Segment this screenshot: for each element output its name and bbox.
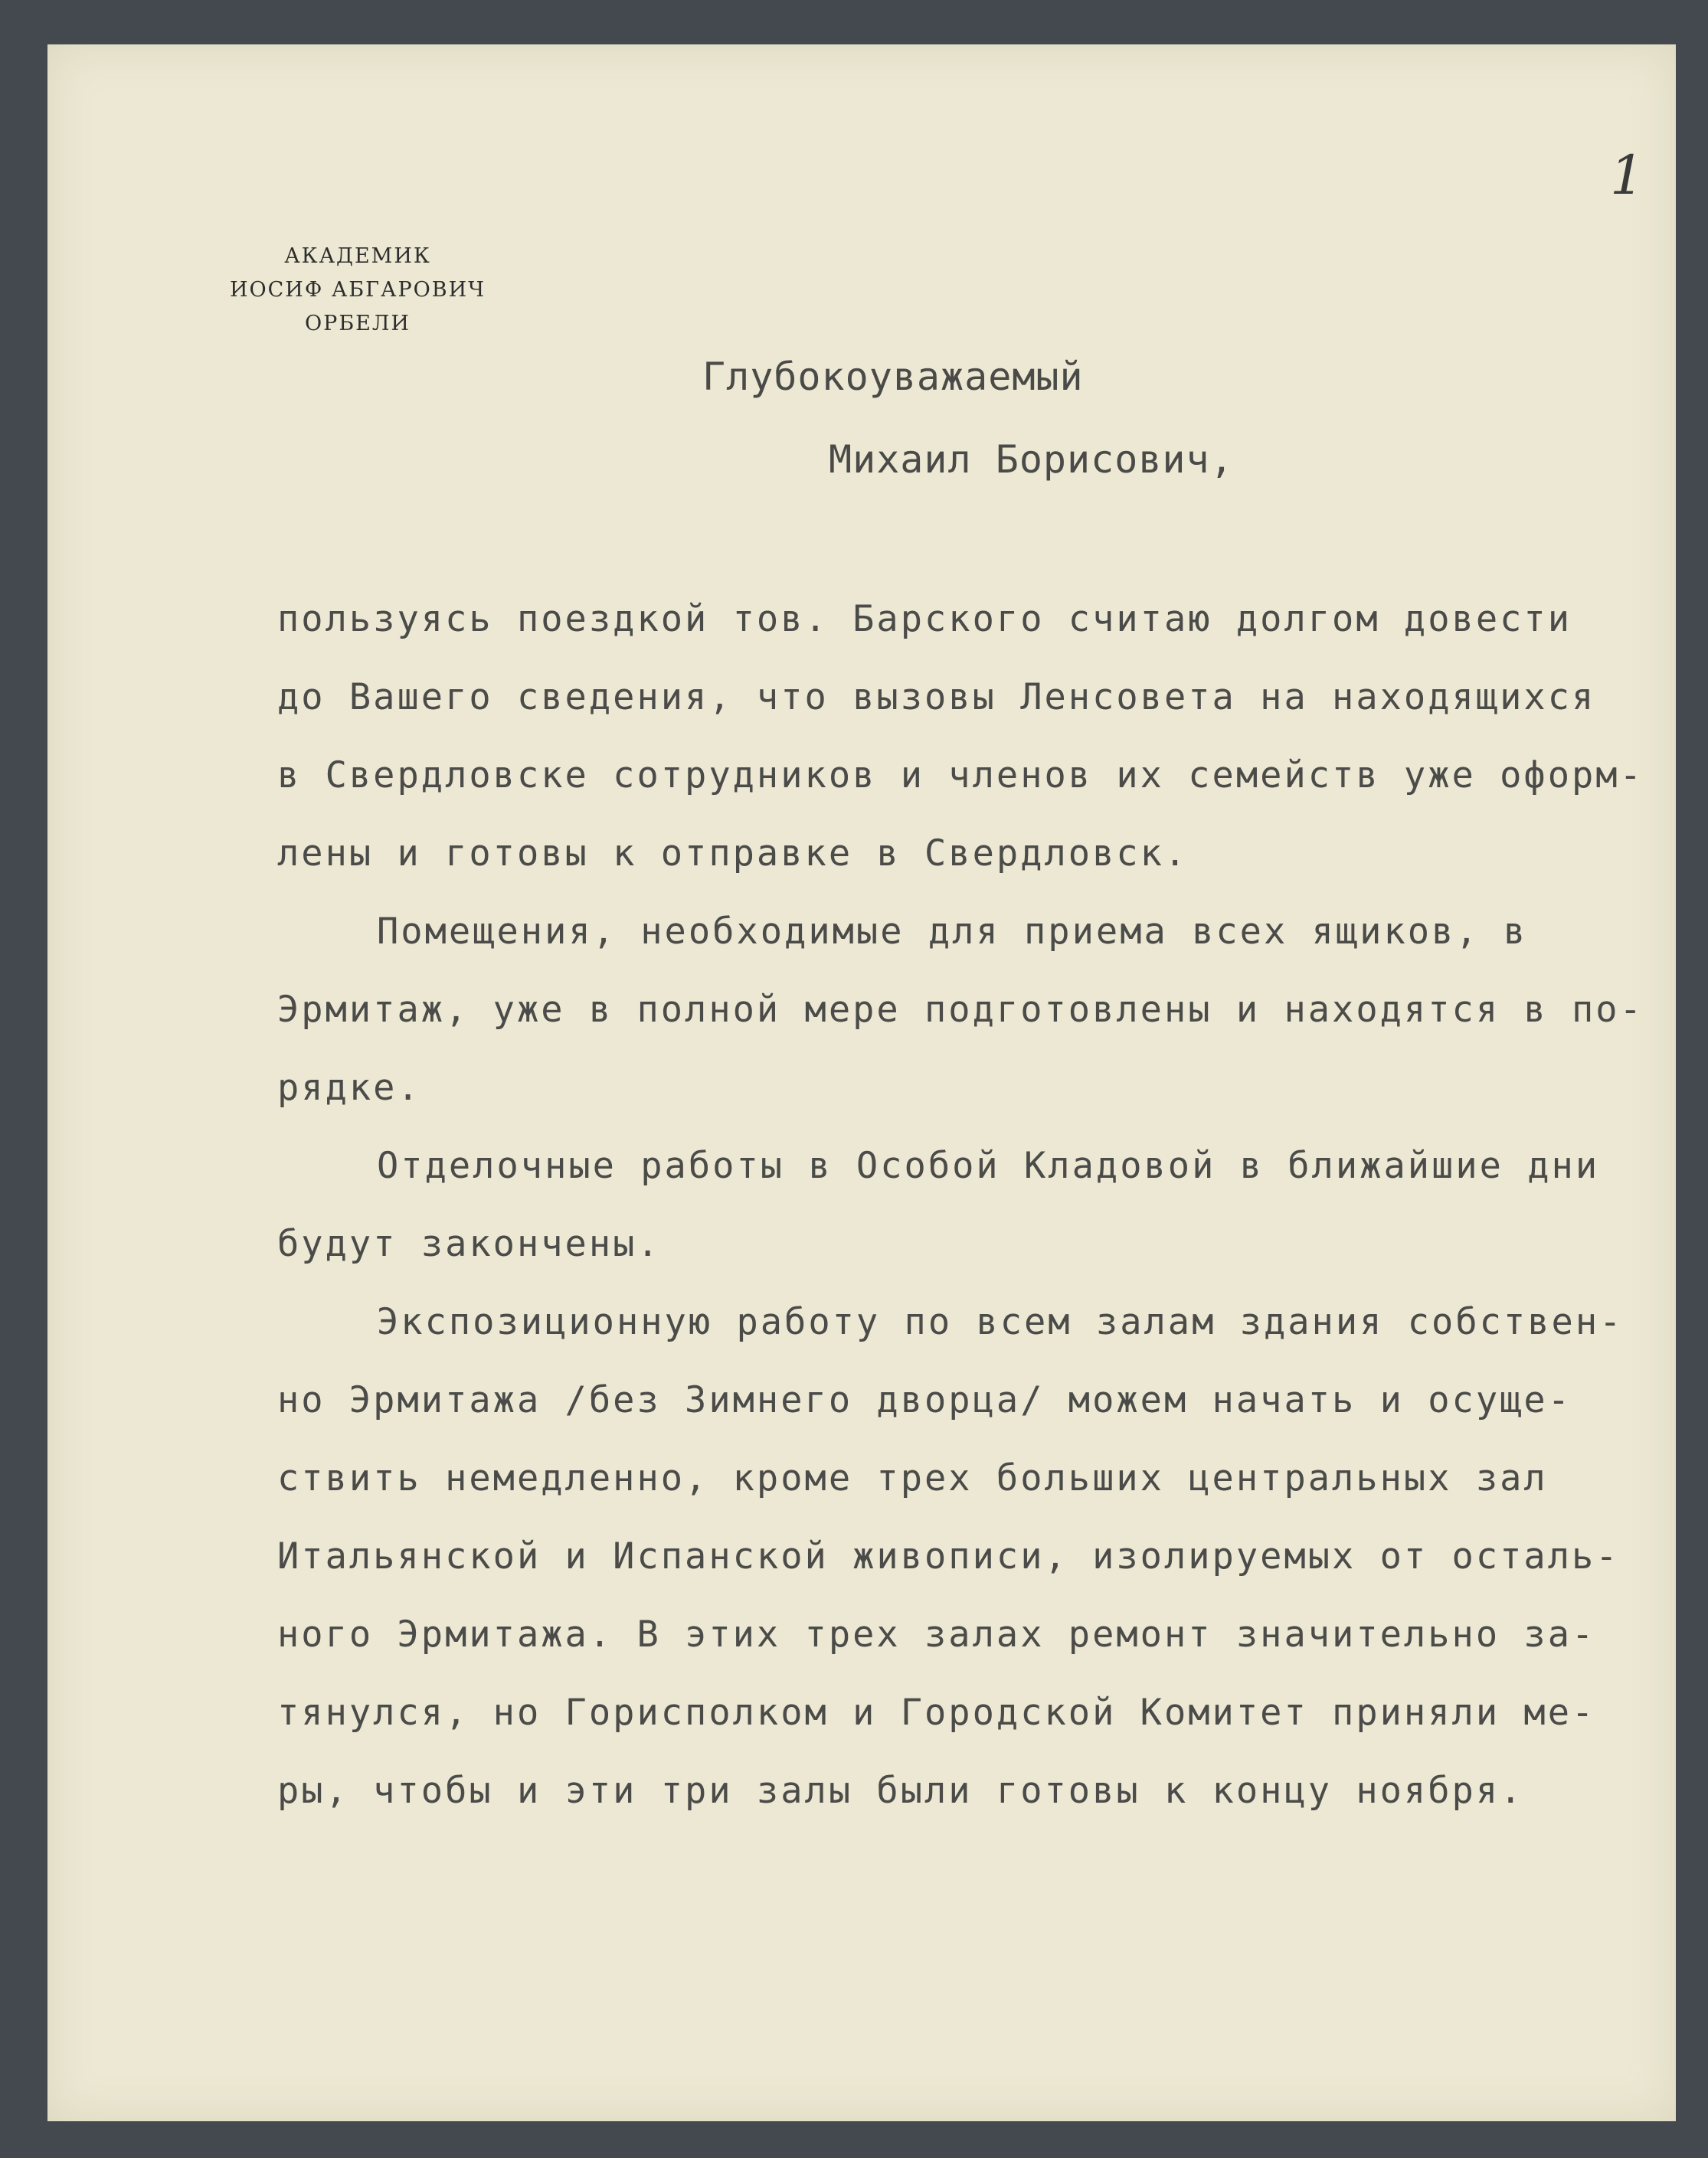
body-line: до Вашего сведения, что вызовы Ленсовета на находящихся	[277, 676, 1596, 718]
body-line: Эрмитаж, уже в полной мере подготовлены и находятся в по-	[277, 989, 1644, 1031]
body-line: в Свердловске сотрудников и членов их семейств уже оформ-	[277, 754, 1644, 796]
body-line: ствить немедленно, кроме трех больших центральных зал	[277, 1457, 1548, 1499]
body-line: рядке.	[277, 1067, 421, 1109]
page-number: 1	[1610, 144, 1644, 207]
salutation-line-1: Глубокоуважаемый	[702, 355, 1084, 399]
body-line: Отделочные работы в Особой Кладовой в ближайшие дни	[377, 1145, 1600, 1187]
letter-page	[47, 44, 1676, 2121]
body-line: лены и готовы к отправке в Свердловск.	[277, 832, 1189, 875]
letterhead-title: АКАДЕМИК	[284, 244, 431, 268]
body-line: будут закончены.	[277, 1223, 661, 1265]
letter-body	[277, 580, 1708, 1830]
letterhead-name: ИОСИФ АБГАРОВИЧ	[229, 278, 486, 302]
body-line: ры, чтобы и эти три залы были готовы к концу ноября.	[277, 1770, 1524, 1812]
letterhead	[208, 240, 507, 341]
body-line: Экспозиционную работу по всем залам здания собствен-	[377, 1301, 1624, 1343]
letterhead-surname: ОРБЕЛИ	[305, 312, 411, 335]
body-line: Помещения, необходимые для приема всех ящиков, в	[377, 911, 1528, 953]
body-line: Итальянской и Испанской живописи, изолируемых от осталь-	[277, 1535, 1620, 1578]
body-line: ного Эрмитажа. В этих трех залах ремонт значительно за-	[277, 1614, 1596, 1656]
salutation-line-2: Михаил Борисович,	[829, 437, 1234, 482]
body-line: пользуясь поездкой тов. Барского считаю долгом довести	[277, 598, 1572, 640]
body-line: тянулся, но Горисполком и Городской Комитет приняли ме-	[277, 1692, 1596, 1734]
body-line: но Эрмитажа /без Зимнего дворца/ можем начать и осуще-	[277, 1379, 1572, 1421]
